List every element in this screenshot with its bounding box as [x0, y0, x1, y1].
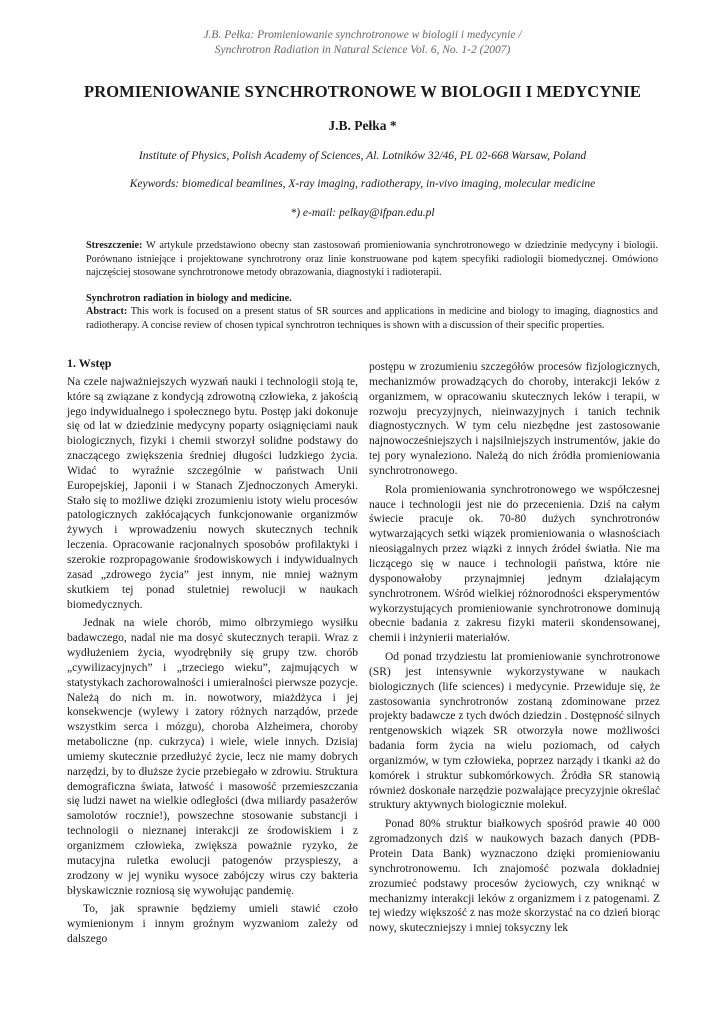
abstract-english-text: This work is focused on a present status of SR sources and applications in medicine and biology to imaging, diagnostics and radiotherapy. A concise review of chosen typical synchrotron techniques is shown with a discussion of their specific properties. [86, 306, 658, 331]
abstract-english-title: Synchrotron radiation in biology and medicine. [86, 293, 292, 304]
section-heading: 1. Wstęp [67, 356, 112, 370]
running-head-line-2: Synchrotron Radiation in Natural Science Vol. 6, No. 1-2 (2007) [214, 44, 511, 56]
body-paragraph: Od ponad trzydziestu lat promieniowanie synchrotronowe (SR) jest intensywnie wykorzystywane w naukach biologicznych (life sciences) i medycynie. Przewiduje się, że zastosowania synchrotronów zostaną zdominowane przez projekty badawcze z tych dwóch dziedzin . Dostępność silnych rentgenowskich wiązek SR otworzyła nowe możliwości badania form życia na wielu poziomach, od całych organizmów, w tym człowieka, poprzez narządy i tkanki aż do komórek i struktur subkomórkowych. Źródła SR stanowią również doskonałe narzędzie pozwalające precyzyjnie określać struktury aktywnych biologicznie molekuł. [369, 651, 660, 812]
email: *) e-mail: pelkay@ifpan.edu.pl [290, 207, 435, 219]
paper-title: PROMIENIOWANIE SYNCHROTRONOWE W BIOLOGII I MEDYCYNIE [84, 82, 641, 101]
body-paragraph: To, jak sprawnie będziemy umieli stawić czoło wymienionym i innym groźnym wyzwaniom zależy od dalszego [67, 903, 358, 946]
abstract-polish [86, 239, 658, 280]
running-head [0, 28, 725, 58]
affiliation: Institute of Physics, Polish Academy of Sciences, Al. Lotników 32/46, PL 02-668 Warsaw, Poland [138, 150, 587, 162]
abstract-english [86, 305, 658, 332]
abstract-english-label: Abstract: [86, 306, 128, 317]
running-head-line-1: J.B. Pełka: Promieniowanie synchrotronowe w biologii i medycynie / [203, 29, 522, 41]
body-paragraph: Ponad 80% struktur białkowych spośród prawie 40 000 zgromadzonych dziś w naukowych bazach danych (PDB-Protein Data Bank) wyznaczono dzięki promieniowaniu synchrotronowemu. Ich znajomość pozwala dokładniej zrozumieć podstawy procesów życiowych, czy wniknąć w mechanizmy interakcji leków z organizmem i z patogenami. Z tej wiedzy większość z nas może skorzystać na co dzień biorąc nowy, skuteczniejszy i mniej toksyczny lek [369, 818, 660, 935]
body-paragraph: Na czele najważniejszych wyzwań nauki i technologii stoją te, które są związane z kondycją zdrowotną człowieka, z jakością jego indywidualnego i społecznego bytu. Postęp jaki dokonuje się od lat w dziedzinie medycyny poparty osiągnięciami nauk biologicznych, fizyki i chemii stworzył solidne podstawy do znaczącego zwiększenia średniej długości ludzkiego życia. Widać to wyraźnie szczególnie w państwach Unii Europejskiej, Japonii i w Stanach Zjednoczonych Ameryki. Stało się to możliwe dzięki zrozumieniu istoty wielu procesów patologicznych zakłócających funkcjonowanie organizmów żywych i wprowadzeniu nowych skutecznych technik leczenia. Opracowanie racjonalnych sposobów profilaktyki i szerokie rozpropagowanie środowiskowych i indywidualnych zasad „zdrowego życia” jest innym, nie mniej ważnym skutkiem tej ponad stuletniej rewolucji w naukach biomedycznych. [67, 375, 358, 611]
body-paragraph: Rola promieniowania synchrotronowego we współczesnej nauce i technologii jest nie do przecenienia. Dziś na całym świecie pracuje ok. 70-80 dużych synchrotronów wytwarzających setki wiązek promieniowania o własnościach nieosiągalnych przez wiązki z innych źródeł światła. Nie ma liczącego się w nauce i technologii państwa, które nie dysponowałoby przynajmniej jednym działającym synchrotronem. Wśród wielkiej różnorodności eksperymentów wykorzystujących promieniowanie synchrotronowe dominują obecnie badania z zakresu fizyki materii skondensowanej, chemii i inżynierii materiałów. [369, 483, 660, 645]
keywords: Keywords: biomedical beamlines, X-ray imaging, radiotherapy, in-vivo imaging, molecular medicine [129, 178, 596, 190]
abstract-polish-label: Streszczenie: [86, 240, 143, 251]
left-column [67, 356, 358, 947]
right-column [369, 360, 660, 936]
author-name: J.B. Pełka * [328, 118, 397, 133]
abstract-polish-text: W artykule przedstawiono obecny stan zastosowań promieniowania synchrotronowego w dziedzinie medycyny i biologii. Porównano istniejące i projektowane synchrotrony oraz linie konstruowane pod kątem specyfiki radiologii biomedycznej. Omówiono najczęściej stosowane synchrotronowe metody obrazowania, diagnostyki i radioterapii. [86, 240, 658, 279]
body-paragraph: postępu w zrozumieniu szczegółów procesów fizjologicznych, mechanizmów prowadzących do choroby, interakcji leków z organizmem, w opracowaniu skutecznych leków i terapii, w rozwoju precyzyjnych, nieinwazyjnych i tanich technik diagnostycznych. W tym celu niezbędne jest zastosowanie najnowocześniejszych i najsilniejszych instrumentów, jakie do tej pory wynaleziono. Należą do nich źródła promieniowania synchrotronowego. [369, 361, 660, 477]
body-paragraph: Jednak na wiele chorób, mimo olbrzymiego wysiłku badawczego, nadal nie ma dosyć skutecznych terapii. Wraz z wydłużeniem życia, wyodrębniły się grupy tzw. chorób „cywilizacyjnych” i „trzeciego wieku”, zajmujących w statystykach zachorowalności i umieralności pierwsze pozycje. Należą do nich m. in. nowotwory, miażdżyca i jej konsekwencje (wylewy i zatory różnych narządów, przede wszystkim serca i mózgu), choroba Alzheimera, choroby metaboliczne (np. cukrzyca) i wiele, wiele innych. Dzisiaj umiemy skutecznie przedłużyć życie, lecz nie mamy dobrych narzędzi, by to dłuższe życie przebiegało w zdrowiu. Struktura demograficzna świata, łatwość i masowość przemieszczania się ludzi nawet na wielkie odległości (dwa miliardy pasażerów samolotów rocznie!), powszechne stosowanie substancji i technologii o nieznanej interakcji ze środowiskiem i z organizmem człowieka, zwiększa poważnie ryzyko, że mutacyjna ruletka ewolucji patogenów przyspieszy, a zrodzony w jej wyniku wysoce zabójczy wirus czy bakteria błyskawicznie rozniosą się wywołując pandemię. [67, 617, 358, 897]
